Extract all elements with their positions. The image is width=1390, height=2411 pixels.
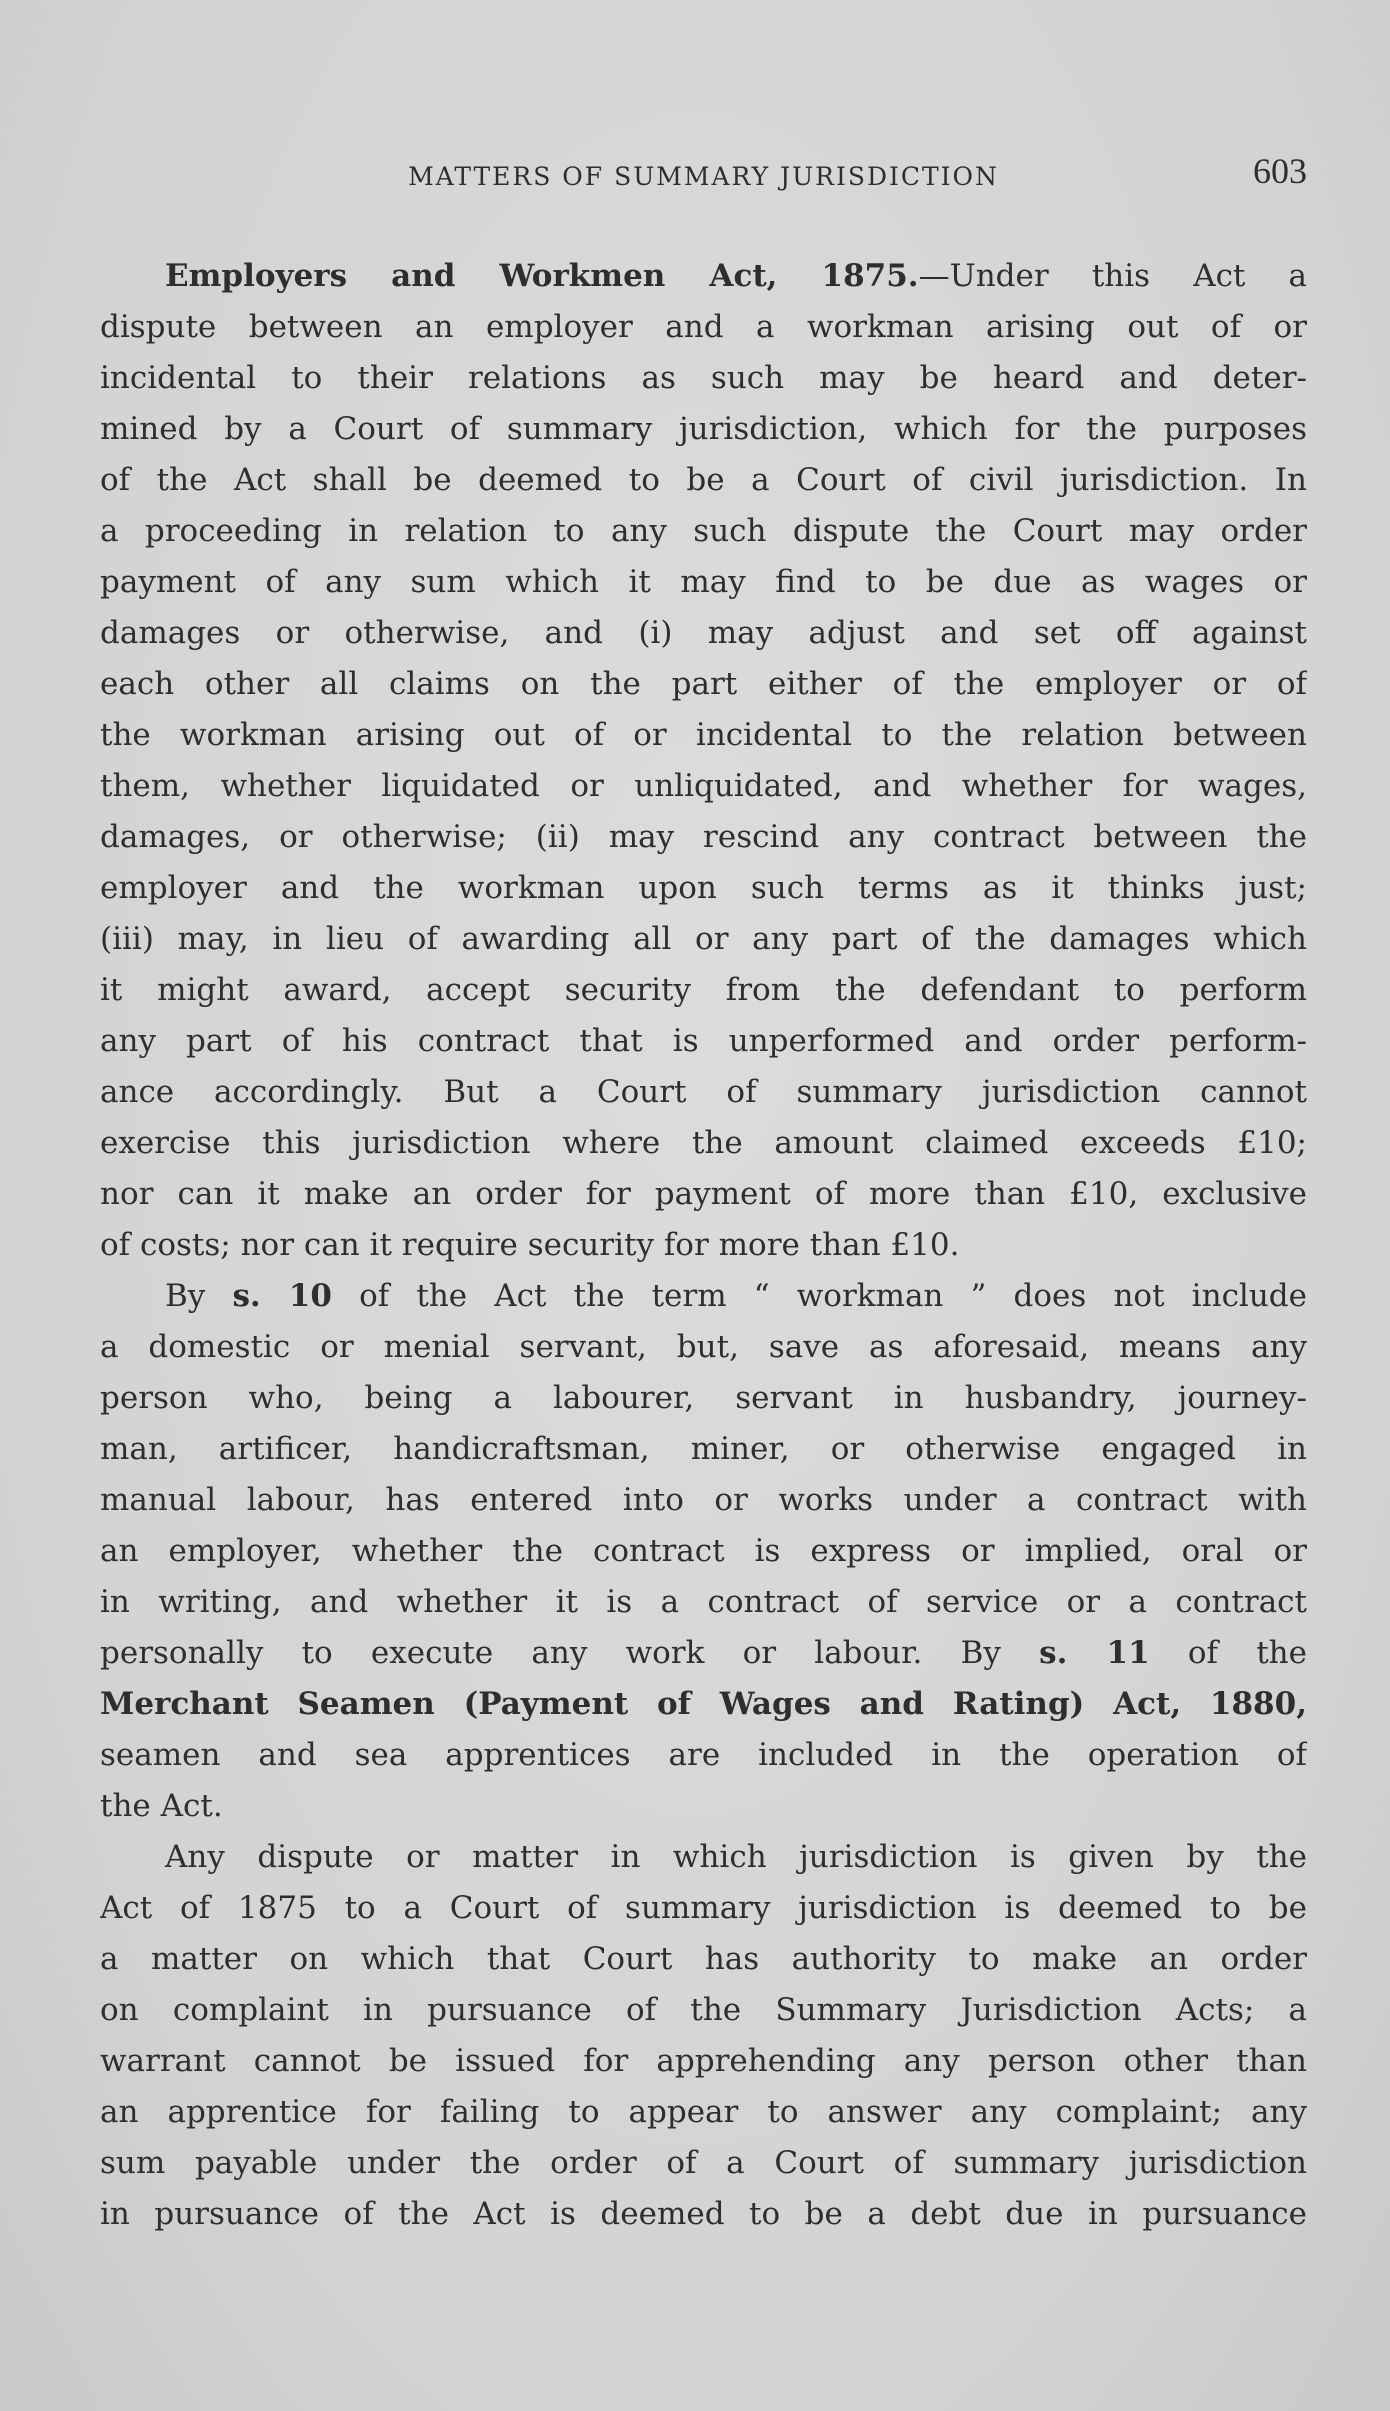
- text-line: [100, 1628, 1307, 1679]
- text-line: [100, 1271, 1307, 1322]
- text-line: [100, 2189, 1307, 2240]
- text-line: [100, 1475, 1307, 1526]
- text: the workman arising out of or incidental to the relation between: [100, 717, 1307, 753]
- text: exercise this jurisdiction where the amount claimed exceeds £10;: [100, 1125, 1307, 1161]
- text-line: [100, 965, 1307, 1016]
- text: warrant cannot be issued for apprehending any person other than: [100, 2043, 1307, 2079]
- paragraph: [100, 1832, 1307, 2240]
- text-line: [100, 1985, 1307, 2036]
- text: nor can it make an order for payment of more than £10, exclusive: [100, 1176, 1307, 1212]
- text: each other all claims on the part either of the employer or of: [100, 666, 1307, 702]
- text: employer and the workman upon such terms as it thinks just;: [100, 870, 1307, 906]
- text: of the Act shall be deemed to be a Court of civil jurisdiction. In: [100, 462, 1307, 498]
- text-line: [100, 506, 1307, 557]
- text-line: [100, 1832, 1307, 1883]
- bold-text: s. 10: [232, 1278, 332, 1314]
- text-line: [100, 1934, 1307, 1985]
- text: seamen and sea apprentices are included in the operation of: [100, 1737, 1307, 1773]
- text: damages, or otherwise; (ii) may rescind any contract between the: [100, 819, 1307, 855]
- text-line: [100, 608, 1307, 659]
- bold-text: s. 11: [1039, 1635, 1150, 1671]
- text: any part of his contract that is unperformed and order perform-: [100, 1023, 1307, 1059]
- text-line: [100, 455, 1307, 506]
- text-line: [100, 863, 1307, 914]
- text: person who, being a labourer, servant in husbandry, journey-: [100, 1380, 1307, 1416]
- text-line: [100, 557, 1307, 608]
- page-body: [100, 251, 1307, 2240]
- text: By: [165, 1278, 233, 1314]
- text: of the: [1149, 1635, 1307, 1671]
- text-line: [100, 1883, 1307, 1934]
- text: ance accordingly. But a Court of summary jurisdiction cannot: [100, 1074, 1307, 1110]
- page-number: 603: [1253, 151, 1307, 191]
- text: an apprentice for failing to appear to answer any complaint; any: [100, 2094, 1307, 2130]
- text-line: [100, 1781, 1307, 1832]
- text: damages or otherwise, and (i) may adjust and set off against: [100, 615, 1307, 651]
- text-line: [100, 812, 1307, 863]
- text: in writing, and whether it is a contract of service or a contract: [100, 1584, 1307, 1620]
- text: Act of 1875 to a Court of summary jurisdiction is deemed to be: [100, 1890, 1307, 1926]
- text-line: [100, 1424, 1307, 1475]
- bold-text: Merchant Seamen (Payment of Wages and Rating) Act, 1880,: [100, 1686, 1307, 1722]
- text-line: [100, 1730, 1307, 1781]
- text: Any dispute or matter in which jurisdiction is given by the: [165, 1839, 1307, 1875]
- text: man, artificer, handicraftsman, miner, or otherwise engaged in: [100, 1431, 1307, 1467]
- text-line: [100, 1067, 1307, 1118]
- paragraph: [100, 251, 1307, 1271]
- text-line: [100, 914, 1307, 965]
- text: a matter on which that Court has authority to make an order: [100, 1941, 1307, 1977]
- text-line: [100, 1169, 1307, 1220]
- text-line: [100, 1118, 1307, 1169]
- text-line: [100, 761, 1307, 812]
- text: an employer, whether the contract is express or implied, oral or: [100, 1533, 1307, 1569]
- text: a proceeding in relation to any such dispute the Court may order: [100, 513, 1307, 549]
- text-line: [100, 2138, 1307, 2189]
- text-line: [100, 1679, 1307, 1730]
- text-line: [100, 404, 1307, 455]
- text: payment of any sum which it may find to be due as wages or: [100, 564, 1307, 600]
- text: in pursuance of the Act is deemed to be a debt due in pursuance: [100, 2196, 1307, 2232]
- text-line: [100, 353, 1307, 404]
- text: a domestic or menial servant, but, save as aforesaid, means any: [100, 1329, 1307, 1365]
- page-header: [100, 152, 1307, 202]
- text: personally to execute any work or labour. By: [100, 1635, 1040, 1671]
- text: of the Act the term “ workman ” does not include: [331, 1278, 1307, 1314]
- text: (iii) may, in lieu of awarding all or any part of the damages which: [100, 921, 1307, 957]
- text-line: [100, 302, 1307, 353]
- text-line: [100, 1577, 1307, 1628]
- text-line: [100, 1526, 1307, 1577]
- text-line: [100, 1322, 1307, 1373]
- paragraph: [100, 1271, 1307, 1832]
- text: dispute between an employer and a workman arising out of or: [100, 309, 1307, 345]
- text: manual labour, has entered into or works under a contract with: [100, 1482, 1307, 1518]
- text: sum payable under the order of a Court of summary jurisdiction: [100, 2145, 1307, 2181]
- text: mined by a Court of summary jurisdiction, which for the purposes: [100, 411, 1307, 447]
- text-line: [100, 1373, 1307, 1424]
- text: them, whether liquidated or unliquidated, and whether for wages,: [100, 768, 1307, 804]
- text: incidental to their relations as such may be heard and deter-: [100, 360, 1307, 396]
- text-line: [100, 710, 1307, 761]
- text-line: [100, 1016, 1307, 1067]
- bold-text: Employers and Workmen Act, 1875.: [165, 258, 919, 294]
- text: of costs; nor can it require security for more than £10.: [100, 1227, 960, 1263]
- text-line: [100, 2087, 1307, 2138]
- text: —Under this Act a: [918, 258, 1307, 294]
- text: on complaint in pursuance of the Summary Jurisdiction Acts; a: [100, 1992, 1307, 2028]
- text-line: [100, 2036, 1307, 2087]
- text: it might award, accept security from the defendant to perform: [100, 972, 1307, 1008]
- text-line: [100, 659, 1307, 710]
- text: the Act.: [100, 1788, 223, 1824]
- text-line: [100, 251, 1307, 302]
- running-title: MATTERS OF SUMMARY JURISDICTION: [408, 162, 999, 191]
- text-line: [100, 1220, 1307, 1271]
